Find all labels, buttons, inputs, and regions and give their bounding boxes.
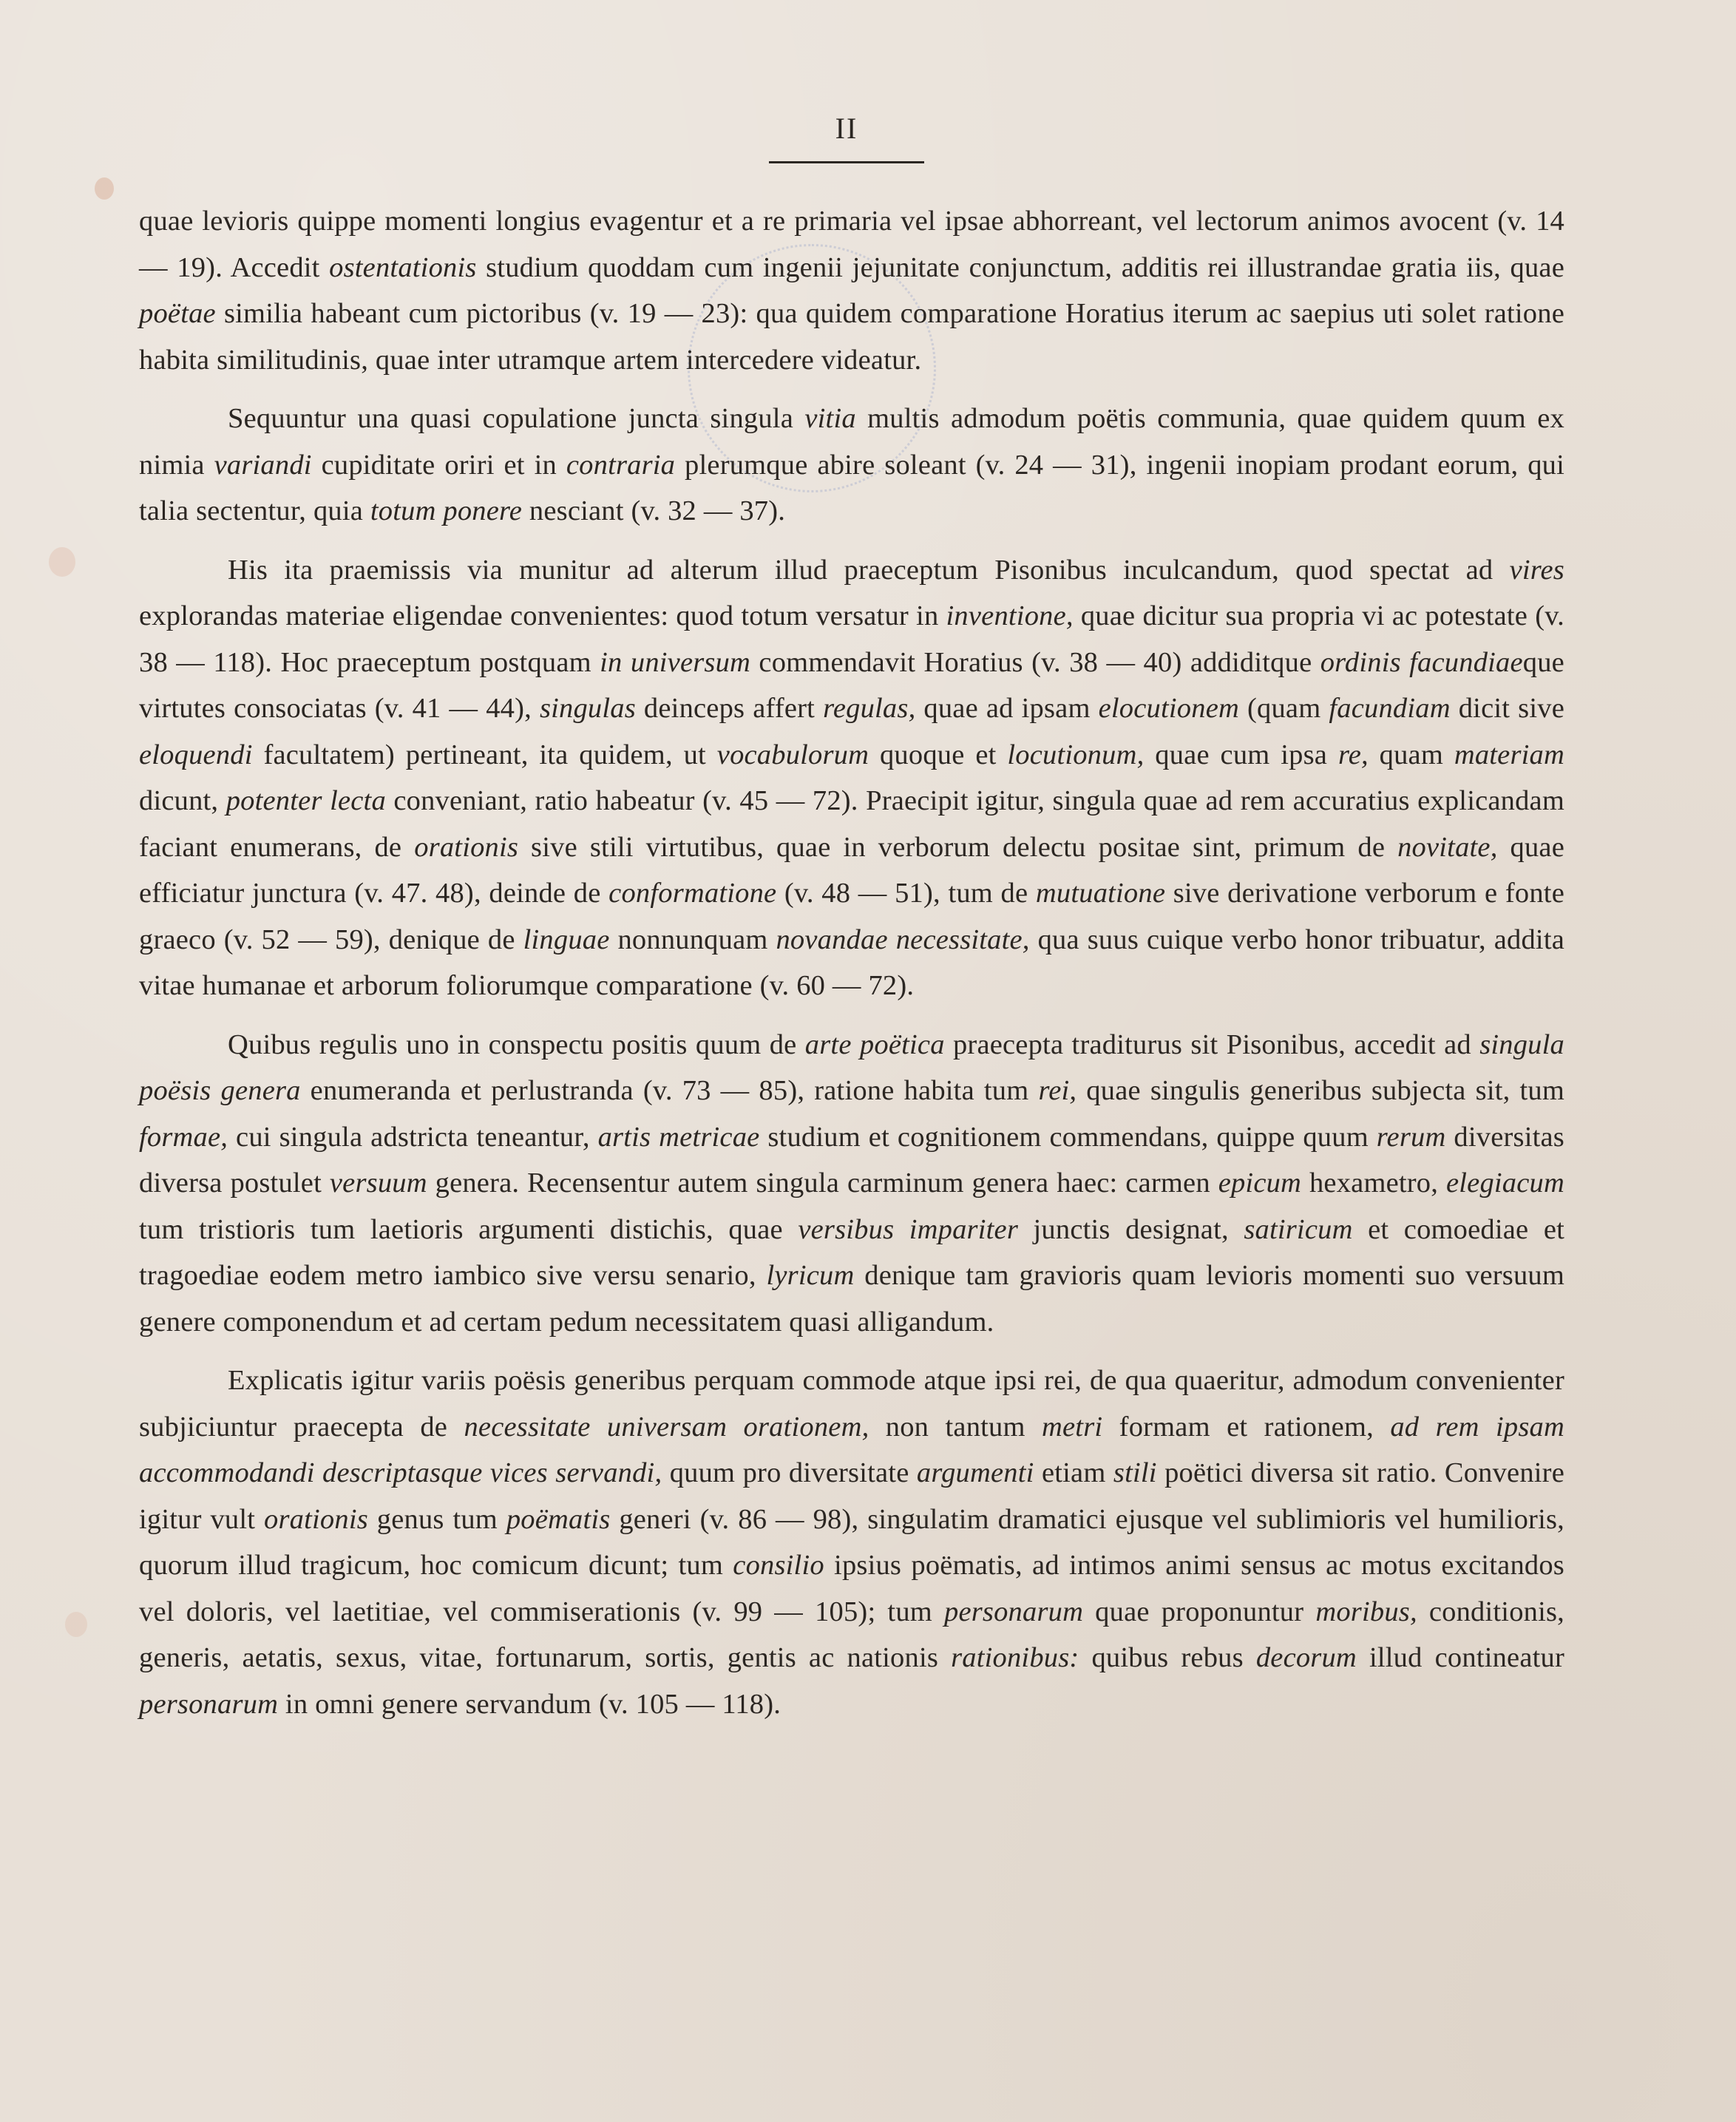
text-run: plerumque abire soleant (v. 24 — 31), ingenii inopiam prodant eorum, qui talia sectentur, quia: [139, 449, 1564, 526]
italic-term: artis metricae: [597, 1121, 760, 1153]
italic-term: vocabulorum: [716, 739, 869, 770]
paragraph: [139, 198, 1564, 383]
text-run: poëtici diversa sit ratio. Convenire igitur vult: [139, 1457, 1564, 1535]
italic-term: metri: [1042, 1411, 1103, 1443]
text-run: studium et cognitionem commendans, quippe quum: [759, 1121, 1377, 1153]
text-run: quum pro diversitate: [662, 1457, 917, 1488]
text-run: quae singulis generibus subjecta sit, tum: [1076, 1075, 1564, 1106]
italic-term: regulas,: [823, 693, 916, 724]
text-run: quae dicitur sua propria vi ac potestate (v. 38 — 118). Hoc praeceptum postquam: [139, 600, 1564, 678]
italic-term: poëmatis: [506, 1503, 611, 1535]
text-run: facultatem) pertineant, ita quidem, ut: [252, 739, 717, 770]
text-run: deinceps affert: [635, 693, 824, 724]
text-run: multis admodum poëtis communia, quae quidem quum ex nimia: [139, 403, 1564, 481]
page-number-rule: [769, 161, 924, 163]
italic-term: materiam: [1454, 739, 1564, 770]
italic-term: ostentationis: [329, 251, 477, 283]
text-run: conveniant, ratio habeatur (v. 45 — 72). Praecipit igitur, singula quae ad rem accuratius explicandam faciant enumerans, de: [139, 785, 1564, 863]
text-run: cui singula adstricta teneantur,: [228, 1121, 598, 1153]
italic-term: versibus impariter: [798, 1213, 1019, 1245]
text-run: ipsius poëmatis, ad intimos animi sensus ac motus excitandos vel doloris, vel laetitiae, vel commiserationis (v. 99 — 105); tum: [139, 1550, 1564, 1627]
text-run: hexametro,: [1301, 1167, 1446, 1199]
italic-term: rei,: [1038, 1075, 1077, 1106]
text-run: His ita praemissis via munitur ad alterum illud praeceptum Pisonibus inculcandum, quod spectat ad: [228, 554, 1510, 586]
text-run: Explicatis igitur variis poësis generibus perquam commode atque ipsi rei, de qua quaeritur, admodum convenienter subjiciuntur praecepta de: [139, 1365, 1564, 1443]
italic-term: in universum: [600, 646, 751, 678]
text-run: non tantum: [869, 1411, 1042, 1443]
italic-term: novandae necessitate,: [776, 923, 1030, 955]
italic-term: singulas: [539, 693, 636, 724]
italic-term: lyricum: [766, 1260, 855, 1291]
page-number: II: [835, 112, 858, 145]
text-run: nonnunquam: [609, 923, 776, 955]
text-run: quae efficiatur junctura (v. 47. 48), deinde de: [139, 831, 1565, 909]
text-run: quae cum ipsa: [1144, 739, 1338, 770]
body-text: [139, 198, 1564, 1727]
paragraph: [139, 396, 1564, 535]
text-run: formam et rationem,: [1102, 1411, 1391, 1443]
text-run: conditionis, generis, aetatis, sexus, vitae, fortunarum, sortis, gentis ac nationis: [139, 1596, 1565, 1673]
italic-term: personarum: [139, 1688, 279, 1720]
text-run: sive stili virtutibus, quae in verborum delectu positae sint, primum de: [518, 831, 1398, 863]
italic-term: vires: [1509, 554, 1564, 586]
italic-term: satiricum: [1244, 1213, 1353, 1245]
italic-term: singula poësis genera: [139, 1028, 1564, 1106]
paper-stain: [65, 1612, 87, 1637]
text-run: praecepta traditurus sit Pisonibus, accedit ad: [944, 1028, 1480, 1060]
italic-term: novitate,: [1397, 831, 1498, 863]
text-run: quae proponuntur: [1083, 1596, 1316, 1627]
italic-term: orationis: [264, 1503, 368, 1535]
italic-term: facundiam: [1329, 693, 1451, 724]
text-run: quae ad ipsam: [915, 693, 1099, 724]
paper-stain: [49, 547, 75, 577]
text-run: enumeranda et perlustranda (v. 73 — 85), ratione habita tum: [300, 1075, 1039, 1106]
italic-term: arte poëtica: [804, 1028, 945, 1060]
text-run: Quibus regulis uno in conspectu positis quum de: [228, 1028, 805, 1060]
italic-term: potenter lecta: [226, 785, 386, 816]
italic-term: stili: [1113, 1457, 1157, 1488]
text-run: dicunt,: [139, 785, 226, 816]
text-run: et comoediae et tragoediae eodem metro iambico sive versu senario,: [139, 1213, 1565, 1291]
text-run: etiam: [1034, 1457, 1113, 1488]
italic-term: consilio: [733, 1550, 824, 1581]
text-run: (v. 48 — 51), tum de: [776, 878, 1036, 909]
italic-term: moribus,: [1315, 1596, 1417, 1627]
text-run: quae levioris quippe momenti longius evagentur et a re primaria vel ipsae abhorreant, vel lectorum animos avocent (v. 14 — 19). Accedit: [139, 206, 1564, 283]
paragraph: [139, 1357, 1564, 1727]
text-run: diversitas diversa postulet: [139, 1121, 1564, 1199]
text-run: commendavit Horatius (v. 38 — 40) addiditque: [750, 646, 1320, 678]
italic-term: elegiacum: [1445, 1167, 1564, 1199]
text-run: quibus rebus: [1079, 1642, 1256, 1673]
text-run: illud contineatur: [1356, 1642, 1565, 1673]
italic-term: elocutionem: [1098, 693, 1239, 724]
italic-term: contraria: [566, 449, 676, 481]
italic-term: epicum: [1218, 1167, 1302, 1199]
paragraph: [139, 547, 1564, 1009]
text-run: qua suus cuique verbo honor tribuatur, addita vitae humanae et arborum foliorumque comparatione (v. 60 — 72).: [139, 923, 1565, 1001]
italic-term: orationis: [414, 831, 519, 863]
text-run: nesciant (v. 32 — 37).: [522, 495, 786, 526]
italic-term: re,: [1337, 739, 1369, 770]
text-run: quoque et: [869, 739, 1008, 770]
text-run: similia habeant cum pictoribus (v. 19 — 23): qua quidem comparatione Horatius iterum ac saepius uti solet ratione habita similitudinis, quae inter utramque artem intercedere videatur.: [139, 298, 1564, 376]
text-run: in omni genere servandum (v. 105 — 118).: [278, 1688, 781, 1720]
text-run: studium quoddam cum ingenii jejunitate conjunctum, additis rei illustrandae gratia iis, quae: [476, 251, 1564, 283]
text-run: denique tam gravioris quam levioris momenti suo versuum genere componendum et ad certam pedum necessitatem quasi alligandum.: [139, 1260, 1565, 1338]
text-run: cupiditate oriri et in: [311, 449, 566, 481]
text-run: explorandas materiae eligendae convenientes: quod totum versatur in: [139, 600, 946, 631]
italic-term: ad rem ipsam accommodandi descriptasque vices servandi,: [139, 1411, 1564, 1488]
text-run: genera. Recensentur autem singula carminum genera haec: carmen: [427, 1167, 1218, 1199]
text-run: quam: [1368, 739, 1454, 770]
text-run: Sequuntur una quasi copulatione juncta singula: [228, 403, 805, 434]
text-run: que virtutes consociatas (v. 41 — 44),: [139, 646, 1564, 724]
text-run: generi (v. 86 — 98), singulatim dramatici ejusque vel sublimioris vel humilioris, quorum illud tragicum, hoc comicum dicunt; tum: [139, 1503, 1564, 1581]
text-run: dicit sive: [1450, 693, 1564, 724]
italic-term: argumenti: [916, 1457, 1034, 1488]
italic-term: rationibus:: [951, 1642, 1079, 1673]
italic-term: versuum: [329, 1167, 427, 1199]
italic-term: ordinis facundiae: [1320, 646, 1523, 678]
italic-term: personarum: [944, 1596, 1084, 1627]
italic-term: necessitate universam orationem,: [464, 1411, 869, 1443]
italic-term: vitia: [804, 403, 856, 434]
italic-term: decorum: [1255, 1642, 1357, 1673]
text-run: (quam: [1238, 693, 1329, 724]
italic-term: mutuatione: [1035, 878, 1166, 909]
italic-term: variandi: [214, 449, 312, 481]
text-run: genus tum: [367, 1503, 506, 1535]
italic-term: rerum: [1376, 1121, 1446, 1153]
paper-stain: [95, 177, 114, 200]
text-run: sive derivatione verborum e fonte graeco (v. 52 — 59), denique de: [139, 878, 1564, 955]
paragraph: [139, 1022, 1564, 1346]
italic-term: eloquendi: [139, 739, 253, 770]
italic-term: poëtae: [139, 298, 216, 329]
italic-term: linguae: [523, 923, 610, 955]
italic-term: conformatione: [608, 878, 777, 909]
text-run: tum tristioris tum laetioris argumenti distichis, quae: [139, 1213, 799, 1245]
italic-term: inventione,: [946, 600, 1074, 631]
italic-term: locutionum,: [1007, 739, 1145, 770]
text-run: junctis designat,: [1018, 1213, 1244, 1245]
italic-term: totum ponere: [370, 495, 523, 526]
italic-term: formae,: [139, 1121, 228, 1153]
